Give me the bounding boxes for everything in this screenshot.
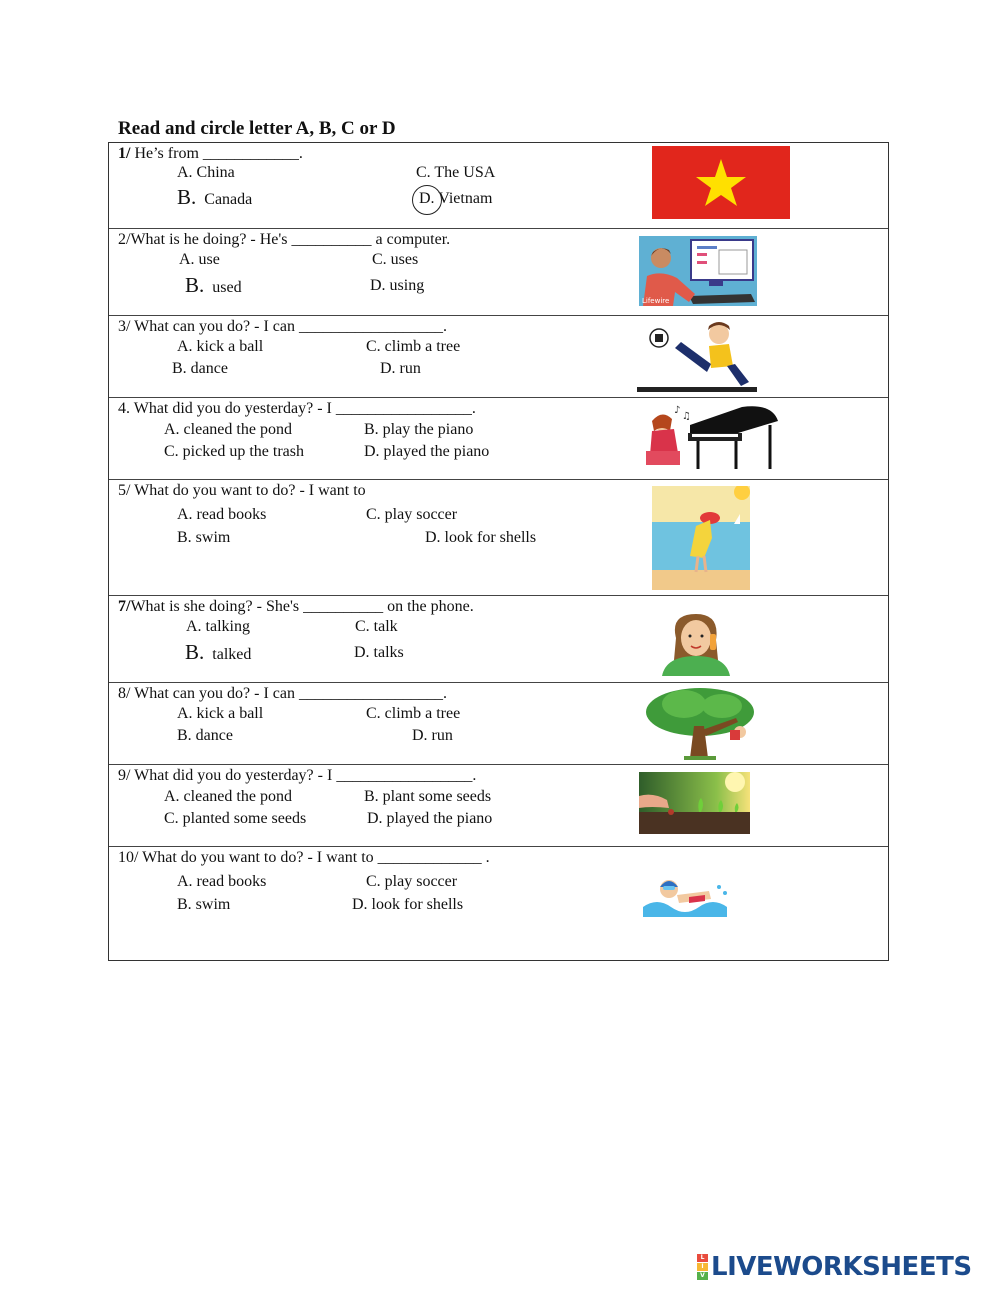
option-b[interactable]: B. used	[185, 273, 242, 297]
piano-image	[642, 403, 782, 475]
option-b[interactable]: B. swim	[177, 529, 231, 546]
question-text: 2/What is he doing? - He's __________ a computer.	[118, 231, 451, 248]
swimming-image	[639, 869, 731, 921]
beach-image	[652, 486, 750, 590]
option-a[interactable]: A. read books	[177, 506, 267, 523]
question-text: 10/ What do you want to do? - I want to _____________ .	[118, 849, 490, 866]
option-a[interactable]: A. kick a ball	[177, 705, 264, 722]
question-table	[108, 142, 889, 961]
question-text: 3/ What can you do? - I can __________________.	[118, 318, 447, 335]
question-row-4	[109, 398, 888, 480]
svg-text:♪: ♪	[674, 405, 681, 416]
option-d[interactable]: D. talks	[354, 644, 404, 661]
kick-ball-image	[637, 320, 757, 392]
option-c[interactable]: C. climb a tree	[366, 338, 461, 355]
phone-call-image	[656, 610, 738, 676]
answer-circle	[412, 185, 442, 215]
option-c[interactable]: C. play soccer	[366, 873, 458, 890]
option-a[interactable]: A. kick a ball	[177, 338, 264, 355]
question-row-2	[109, 229, 888, 316]
logo-block-i: I	[697, 1263, 708, 1271]
planting-seeds-image	[639, 772, 750, 834]
option-c[interactable]: C. The USA	[416, 164, 496, 181]
question-text: 8/ What can you do? - I can __________________.	[118, 685, 447, 702]
logo-block-l: L	[697, 1254, 708, 1262]
option-d[interactable]: D. run	[380, 360, 421, 377]
option-b[interactable]: B. swim	[177, 896, 231, 913]
option-b[interactable]: B. plant some seeds	[364, 788, 492, 805]
option-a[interactable]: A. cleaned the pond	[164, 788, 292, 805]
option-c[interactable]: C. play soccer	[366, 506, 458, 523]
option-a[interactable]: A. use	[179, 251, 220, 268]
logo-text: LIVEWORKSHEETS	[711, 1252, 972, 1282]
option-d[interactable]: D. look for shells	[352, 896, 464, 913]
option-b[interactable]: B. Canada	[177, 185, 253, 209]
option-a[interactable]: A. cleaned the pond	[164, 421, 292, 438]
option-c[interactable]: C. talk	[355, 618, 398, 635]
option-c[interactable]: C. uses	[372, 251, 419, 268]
question-row-9	[109, 765, 888, 847]
vietnam-flag-image	[652, 146, 790, 219]
option-a[interactable]: A. read books	[177, 873, 267, 890]
option-d[interactable]: D. played the piano	[367, 810, 493, 827]
worksheet-title: Read and circle letter A, B, C or D	[118, 118, 396, 139]
svg-text:♫: ♫	[682, 411, 691, 422]
logo-block-v: V	[697, 1272, 708, 1280]
option-d[interactable]: D. Vietnam	[419, 190, 493, 207]
option-c[interactable]: C. planted some seeds	[164, 810, 307, 827]
option-b[interactable]: B. play the piano	[364, 421, 474, 438]
question-row-7	[109, 596, 888, 683]
option-b[interactable]: B. talked	[185, 640, 252, 664]
question-row-3	[109, 316, 888, 398]
question-text: 9/ What did you do yesterday? - I _________________.	[118, 767, 477, 784]
question-text: 1/ He’s from ____________.	[118, 145, 303, 162]
question-row-1	[109, 143, 888, 229]
computer-image-caption: Lifewire	[642, 297, 670, 305]
option-a[interactable]: A. China	[177, 164, 235, 181]
question-row-8	[109, 683, 888, 765]
option-d[interactable]: D. using	[370, 277, 425, 294]
option-a[interactable]: A. talking	[186, 618, 250, 635]
question-text: 7/What is she doing? - She's __________ on the phone.	[118, 598, 474, 615]
question-row-5	[109, 480, 888, 596]
option-d[interactable]: D. run	[412, 727, 453, 744]
option-d[interactable]: D. played the piano	[364, 443, 490, 460]
option-d[interactable]: D. look for shells	[425, 529, 537, 546]
option-b[interactable]: B. dance	[177, 727, 233, 744]
question-text: 4. What did you do yesterday? - I _________________.	[118, 400, 476, 417]
computer-image	[639, 236, 757, 306]
question-text: 5/ What do you want to do? - I want to	[118, 482, 366, 499]
option-b[interactable]: B. dance	[172, 360, 228, 377]
option-c[interactable]: C. climb a tree	[366, 705, 461, 722]
option-c[interactable]: C. picked up the trash	[164, 443, 304, 460]
question-row-10	[109, 847, 888, 962]
climb-tree-image	[644, 686, 756, 762]
logo-blocks	[697, 1254, 708, 1280]
liveworksheets-logo	[697, 1252, 972, 1282]
